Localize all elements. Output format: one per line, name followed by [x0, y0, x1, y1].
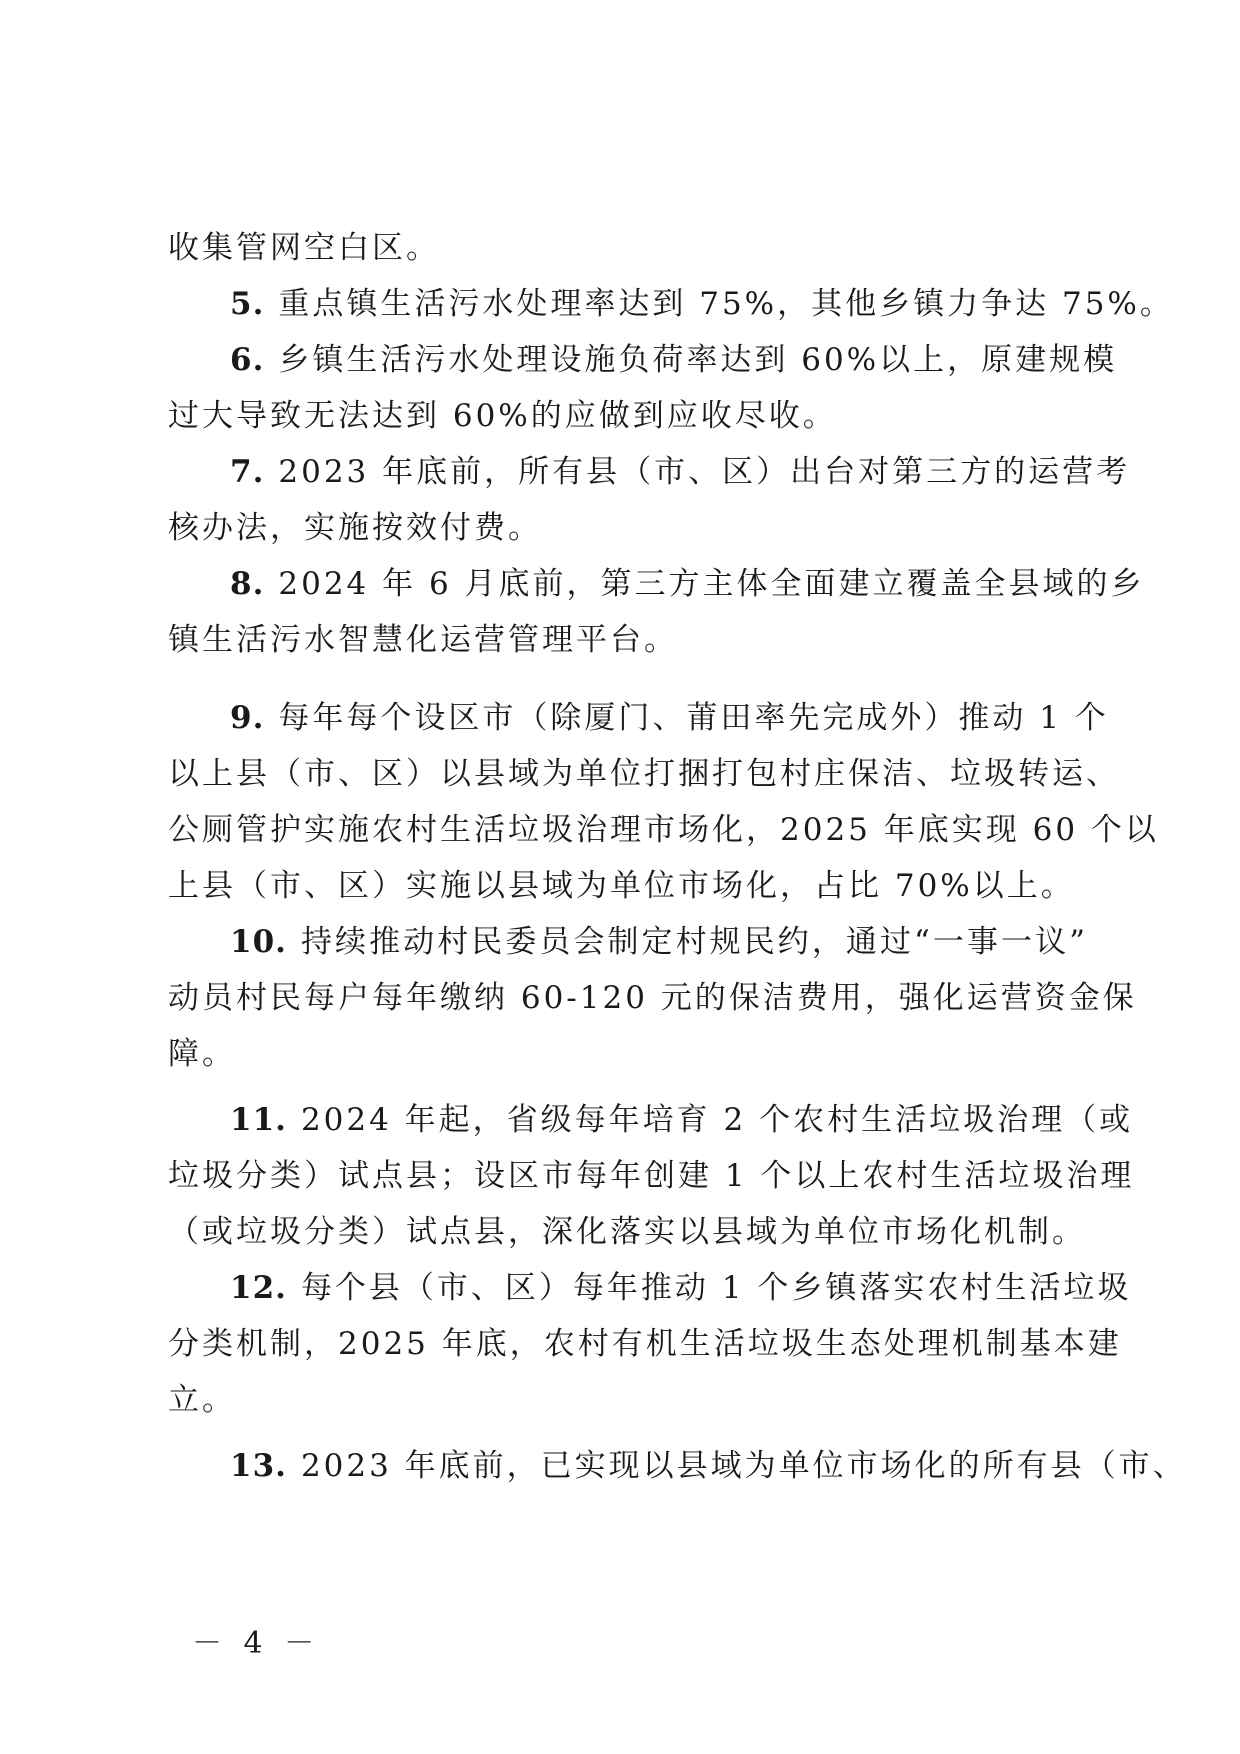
line-text: 公厕管护实施农村生活垃圾治理市场化，2025 年底实现 60 个以 [168, 812, 1159, 848]
item-number: 11. [230, 1102, 287, 1138]
line-text: （或垃圾分类）试点县，深化落实以县域为单位市场化机制。 [168, 1214, 1086, 1250]
line-text: 2023 年底前，所有县（市、区）出台对第三方的运营考 [278, 454, 1131, 490]
text-line [168, 396, 1088, 436]
line-text: 每年每个设区市（除厦门、莆田率先完成外）推动 1 个 [278, 700, 1109, 736]
text-line [168, 810, 1159, 850]
line-text: 持续推动村民委员会制定村规民约，通过“一事一议” [300, 924, 1088, 960]
text-line [168, 1324, 1122, 1364]
line-text: 核办法，实施按效付费。 [168, 510, 542, 546]
list-item-7 [230, 452, 1131, 492]
text-line [168, 754, 1120, 794]
text-line [168, 1380, 1088, 1420]
text-line [168, 978, 1137, 1018]
text-line [168, 1034, 1088, 1074]
line-text: 动员村民每户每年缴纳 60-120 元的保洁费用，强化运营资金保 [168, 980, 1137, 1016]
list-item-12 [230, 1268, 1132, 1308]
page-number: － 4 － [192, 1626, 321, 1661]
line-text: 重点镇生活污水处理率达到 75%，其他乡镇力争达 75%。 [278, 286, 1174, 322]
line-text: 障。 [168, 1036, 236, 1072]
list-item-6 [230, 340, 1118, 380]
item-number: 13. [230, 1448, 287, 1484]
list-item-11 [230, 1100, 1134, 1140]
item-number: 12. [230, 1270, 287, 1306]
text-line [168, 1212, 1088, 1252]
text-line [168, 866, 1088, 906]
line-text: 过大导致无法达到 60%的应做到应收尽收。 [168, 398, 837, 434]
line-text: 乡镇生活污水处理设施负荷率达到 60%以上，原建规模 [278, 342, 1118, 378]
line-text: 2024 年 6 月底前，第三方主体全面建立覆盖全县域的乡 [278, 566, 1145, 602]
list-item-8 [230, 564, 1145, 604]
line-text: 2024 年起，省级每年培育 2 个农村生活垃圾治理（或 [300, 1102, 1134, 1138]
item-number: 8. [230, 566, 265, 602]
list-item-5 [230, 284, 1174, 324]
item-number: 5. [230, 286, 265, 322]
item-number: 7. [230, 454, 265, 490]
item-number: 6. [230, 342, 265, 378]
item-number: 9. [230, 700, 265, 736]
line-text: 垃圾分类）试点县；设区市每年创建 1 个以上农村生活垃圾治理 [168, 1158, 1135, 1194]
text-line [168, 620, 1088, 660]
line-text: 上县（市、区）实施以县域为单位市场化，占比 70%以上。 [168, 868, 1075, 904]
line-text: 每个县（市、区）每年推动 1 个乡镇落实农村生活垃圾 [300, 1270, 1132, 1306]
line-text: 立。 [168, 1382, 236, 1418]
text-line [168, 228, 1088, 268]
item-number: 10. [230, 924, 287, 960]
line-text: 2023 年底前，已实现以县域为单位市场化的所有县（市、 [300, 1448, 1187, 1484]
line-text: 镇生活污水智慧化运营管理平台。 [168, 622, 678, 658]
text-line [168, 508, 1088, 548]
line-text: 分类机制，2025 年底，农村有机生活垃圾生态处理机制基本建 [168, 1326, 1122, 1362]
list-item-9 [230, 698, 1109, 738]
text-line [168, 1156, 1135, 1196]
line-text: 收集管网空白区。 [168, 230, 440, 266]
line-text: 以上县（市、区）以县域为单位打捆打包村庄保洁、垃圾转运、 [168, 756, 1120, 792]
list-item-13 [230, 1446, 1187, 1486]
list-item-10 [230, 922, 1088, 962]
